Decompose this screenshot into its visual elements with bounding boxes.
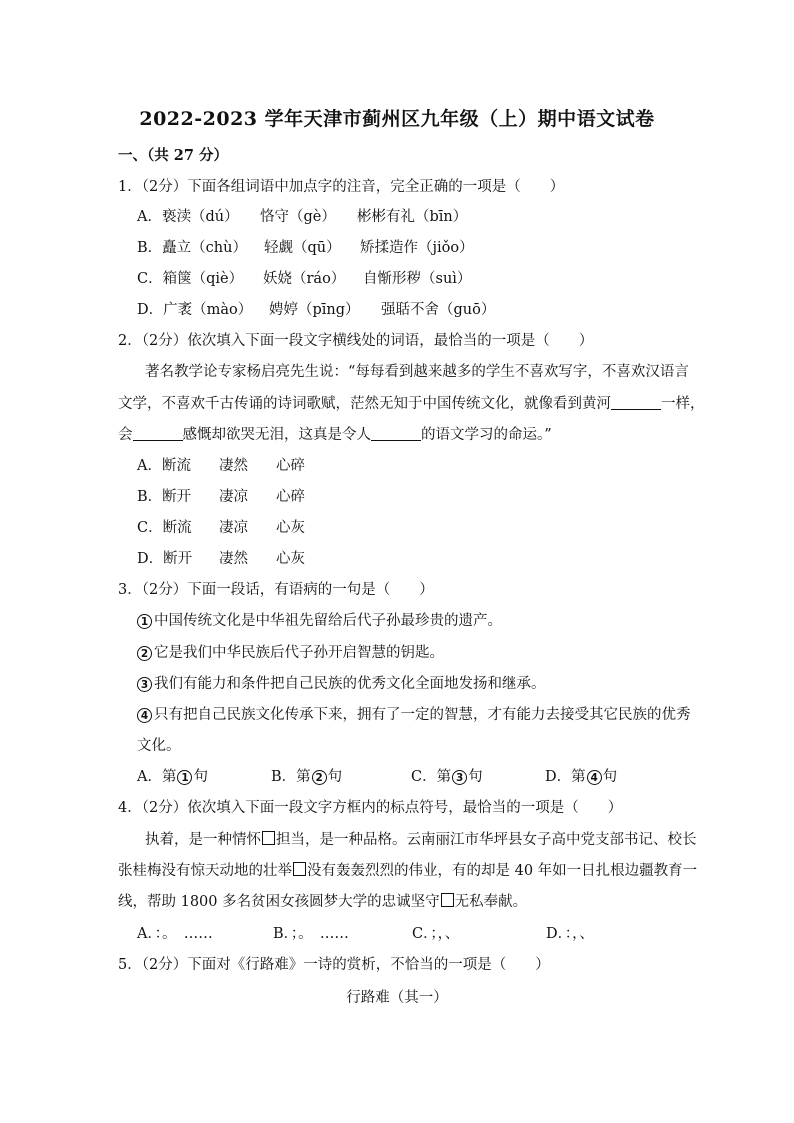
q2-option-d[interactable]: D．断开 凄然 心灰 bbox=[137, 551, 305, 567]
circled-number-3: 3 bbox=[137, 677, 152, 692]
q1-option-b[interactable]: B．矗立（chù） 轻觑（qū） 矫揉造作（jiǒo） bbox=[137, 240, 474, 256]
q4-stem: 4．（2分）依次填入下面一段文字方框内的标点符号，最恰当的一项是（ ） bbox=[118, 800, 623, 816]
section-heading: 一、（共 27 分） bbox=[118, 147, 229, 164]
q1-option-d[interactable]: D．广袤（mào） 娉婷（pīng） 强聒不舍（guō） bbox=[137, 302, 496, 318]
q3-sentence-3: 3 我们有能力和条件把自己民族的优秀文化全面地发扬和继承。 bbox=[137, 674, 546, 694]
q4-passage-line-2: 张桂梅没有惊天动地的壮举 没有轰轰烈烈的伟业，有的却是 40 年如一日扎根边疆教育一 bbox=[118, 863, 698, 879]
q3-sentence-4-cont: 文化。 bbox=[137, 738, 181, 754]
q3-sentence-2: 2 它是我们中华民族后代子孙开启智慧的钥匙。 bbox=[137, 643, 444, 663]
q4-option-c[interactable]: C．；，、 bbox=[412, 926, 460, 942]
circled-number-4: 4 bbox=[137, 708, 152, 723]
fill-blank-1[interactable] bbox=[611, 395, 661, 410]
exam-title: 2022-2023 学年天津市蓟州区九年级（上）期中语文试卷 bbox=[139, 108, 655, 130]
circled-number-2: 2 bbox=[137, 646, 152, 661]
q2-passage-line-3: 会 感慨却欲哭无泪，这真是令人 的语文学习的命运。” bbox=[118, 427, 552, 443]
q4-option-d[interactable]: D．：，、 bbox=[546, 926, 594, 942]
circled-number-1: 1 bbox=[137, 614, 152, 629]
q3-option-d[interactable]: D．第 4 句 bbox=[545, 769, 618, 785]
q2-option-c[interactable]: C．断流 凄凉 心灰 bbox=[137, 520, 305, 536]
q3-stem: 3．（2分）下面一段话，有语病的一句是（ ） bbox=[118, 582, 434, 598]
fill-blank-3[interactable] bbox=[371, 426, 421, 441]
q4-option-a[interactable]: A．：。 …… bbox=[137, 926, 213, 942]
q3-options bbox=[137, 767, 617, 787]
q2-passage-line-1: 著名教学论专家杨启亮先生说：“每每看到越来越多的学生不喜欢写字，不喜欢汉语言 bbox=[145, 364, 689, 380]
q2-stem: 2．（2分）依次填入下面一段文字横线处的词语，最恰当的一项是（ ） bbox=[118, 333, 594, 349]
q3-sentence-1: 1 中国传统文化是中华祖先留给后代子孙最珍贵的遗产。 bbox=[137, 611, 502, 631]
q5-stem: 5．（2分）下面对《行路难》一诗的赏析，不恰当的一项是（ ） bbox=[118, 957, 550, 973]
q1-stem: 1．（2分）下面各组词语中加点字的注音，完全正确的一项是（ ） bbox=[118, 179, 565, 195]
q3-option-b[interactable]: B．第 2 句 bbox=[271, 769, 343, 785]
q4-options bbox=[137, 924, 594, 944]
q2-option-a[interactable]: A．断流 凄然 心碎 bbox=[137, 458, 305, 474]
q4-passage-line-1: 执着，是一种情怀 担当，是一种品格。云南丽江市华坪县女子高中党支部书记、校长 bbox=[145, 832, 697, 848]
punctuation-box-1[interactable] bbox=[262, 831, 275, 845]
q1-option-a[interactable]: A．亵渎（dú） 恪守（gè） 彬彬有礼（bīn） bbox=[137, 209, 468, 225]
q2-option-b[interactable]: B．断开 凄凉 心碎 bbox=[137, 489, 305, 505]
q3-sentence-4: 4 只有把自己民族文化传承下来，拥有了一定的智慧，才有能力去接受其它民族的优秀 bbox=[137, 705, 691, 725]
fill-blank-2[interactable] bbox=[133, 426, 183, 441]
punctuation-box-3[interactable] bbox=[441, 893, 454, 907]
q3-option-a[interactable]: A．第 1 句 bbox=[137, 769, 208, 785]
q4-passage-line-3: 线，帮助 1800 多名贫困女孩圆梦大学的忠诚坚守 无私奉献。 bbox=[118, 894, 528, 910]
q2-passage-line-2: 文学，不喜欢千古传诵的诗词歌赋，茫然无知于中国传统文化，就像看到黄河 一样， bbox=[118, 396, 705, 412]
punctuation-box-2[interactable] bbox=[293, 862, 306, 876]
q1-option-c[interactable]: C．箱箧（qiè） 妖娆（ráo） 自惭形秽（suì） bbox=[137, 271, 472, 287]
q3-option-c[interactable]: C．第 3 句 bbox=[411, 769, 483, 785]
q4-option-b[interactable]: B．；。 …… bbox=[273, 926, 349, 942]
poem-title: 行路难（其一） bbox=[346, 990, 448, 1006]
